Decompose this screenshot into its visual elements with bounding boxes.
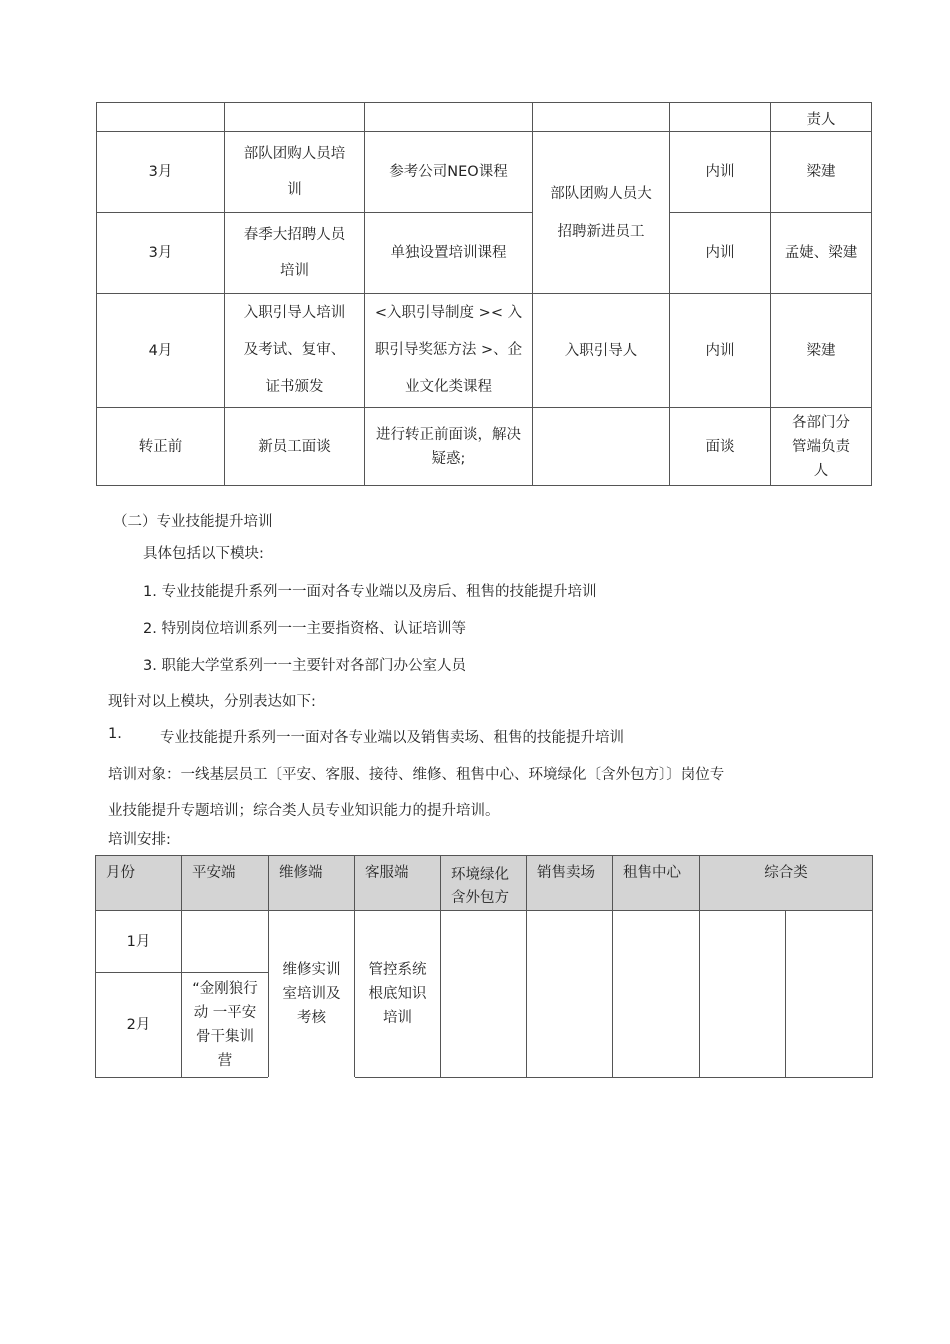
- training-schedule-table-1: [96, 102, 872, 486]
- intro-text: 具体包括以下模块:: [143, 546, 264, 562]
- target-cell: 入职引导人: [533, 294, 670, 408]
- course-name-cell: 部队团购人员培训: [225, 132, 365, 213]
- course-name-cell: 新员工面谈: [225, 408, 365, 486]
- service-cell: 管控系统根底知识培训: [355, 911, 441, 1078]
- owner-cell: 各部门分管端负责人: [771, 408, 872, 486]
- safety-cell: [182, 911, 269, 973]
- form-cell: 面谈: [670, 408, 771, 486]
- list-item: 3. 职能大学堂系列一一主要针对各部门办公室人员: [143, 658, 466, 674]
- month-cell: 4月: [97, 294, 225, 408]
- column-header: 销售卖场: [527, 856, 613, 911]
- item-heading: 专业技能提升系列一一面对各专业端以及销售卖场、租售的技能提升培训: [160, 730, 624, 746]
- month-cell: 3月: [97, 132, 225, 213]
- column-header: 租售中心: [613, 856, 700, 911]
- course-name-cell: 春季大招聘人员培训: [225, 213, 365, 294]
- target-cell: [533, 408, 670, 486]
- table-row: [97, 132, 872, 213]
- course-name-cell: 入职引导人培训及考试、复审、证书颁发: [225, 294, 365, 408]
- course-content-cell: 参考公司NEO课程: [365, 132, 533, 213]
- month-cell: 转正前: [97, 408, 225, 486]
- form-cell: 内训: [670, 132, 771, 213]
- safety-cell: “金刚狼行动 一平安骨干集训营: [182, 973, 269, 1078]
- month-cell: [97, 103, 225, 132]
- paragraph-text: 培训对象：一线基层员工〔平安、客服、接待、维修、租售中心、环境绿化〔含外包方〕〕岗位专: [108, 767, 725, 783]
- month-cell: 1月: [96, 911, 182, 973]
- section-title: （二）专业技能提升培训: [113, 514, 273, 530]
- rental-cell: [613, 911, 700, 1078]
- owner-cell: 责人: [771, 103, 872, 132]
- table-row: [97, 213, 872, 294]
- table-row: [97, 103, 872, 132]
- form-cell: 内训: [670, 294, 771, 408]
- month-cell: 2月: [96, 973, 182, 1078]
- month-cell: 3月: [97, 213, 225, 294]
- owner-cell: 梁建: [771, 294, 872, 408]
- sales-cell: [527, 911, 613, 1078]
- training-schedule-table-2: [95, 855, 873, 1078]
- owner-cell: 梁建: [771, 132, 872, 213]
- table-row: [97, 408, 872, 486]
- course-content-cell: 单独设置培训课程: [365, 213, 533, 294]
- list-item: 1. 专业技能提升系列一一面对各专业端以及房后、租售的技能提升培训: [143, 584, 597, 600]
- table-header-row: [96, 856, 873, 911]
- course-content-cell: 进行转正前面谈，解决疑惑;: [365, 408, 533, 486]
- form-cell: [670, 103, 771, 132]
- form-cell: 内训: [670, 213, 771, 294]
- environment-cell: [441, 911, 527, 1078]
- general-cell-a: [700, 911, 786, 1078]
- column-header: 维修端: [269, 856, 355, 911]
- table-row: [96, 911, 873, 973]
- target-cell-merged: 部队团购人员大招聘新进员工: [533, 132, 670, 294]
- column-header: 客服端: [355, 856, 441, 911]
- column-header: 综合类: [700, 856, 873, 911]
- course-content-cell: [365, 103, 533, 132]
- course-content-cell: <入职引导制度 >< 入职引导奖惩方法 >、企业文化类课程: [365, 294, 533, 408]
- course-name-cell: [225, 103, 365, 132]
- target-cell: [533, 103, 670, 132]
- paragraph-text: 现针对以上模块，分别表达如下:: [108, 694, 316, 710]
- column-header: 平安端: [182, 856, 269, 911]
- repair-cell: 维修实训室培训及考核: [269, 911, 355, 1078]
- item-number: 1.: [108, 726, 122, 742]
- table-row: [97, 294, 872, 408]
- column-header: 月份: [96, 856, 182, 911]
- owner-cell: 孟婕、梁建: [771, 213, 872, 294]
- list-item: 2. 特别岗位培训系列一一主要指资格、认证培训等: [143, 621, 466, 637]
- general-cell-b: [786, 911, 873, 1078]
- paragraph-text: 培训安排:: [108, 832, 171, 848]
- paragraph-text: 业技能提升专题培训；综合类人员专业知识能力的提升培训。: [108, 803, 500, 819]
- column-header: 环境绿化含外包方: [441, 856, 527, 911]
